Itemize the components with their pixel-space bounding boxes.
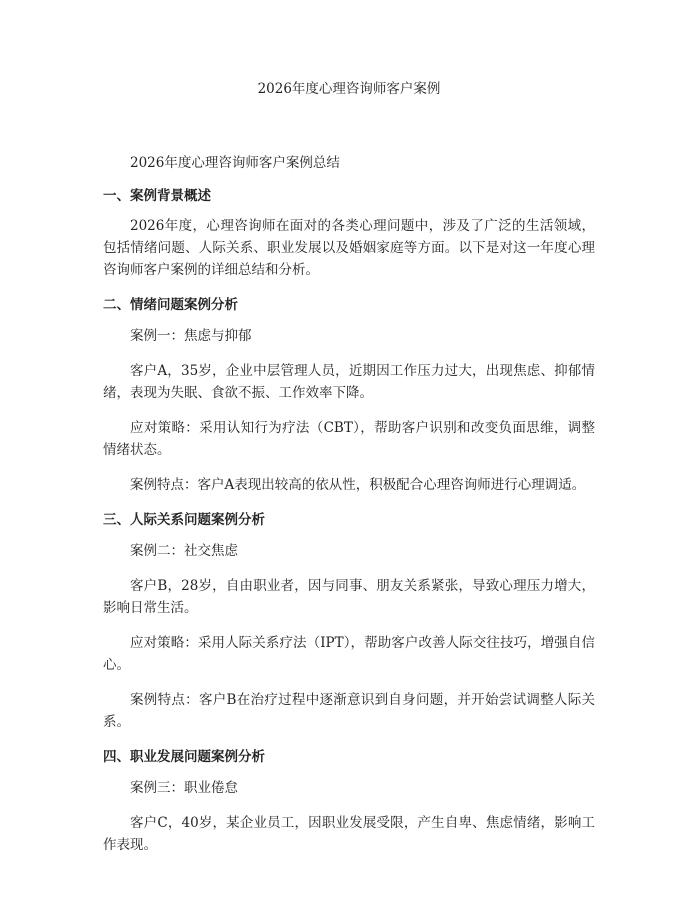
case-features-1: 案例特点：客户A表现出较高的依从性，积极配合心理咨询师进行心理调适。 bbox=[130, 477, 586, 493]
section-heading-background: 一、案例背景概述 bbox=[103, 188, 211, 204]
document-subtitle: 2026年度心理咨询师客户案例总结 bbox=[130, 155, 340, 171]
section-heading-emotional: 二、情绪问题案例分析 bbox=[103, 297, 238, 313]
document-title: 2026年度心理咨询师客户案例 bbox=[257, 81, 441, 97]
section-heading-career: 四、职业发展问题案例分析 bbox=[103, 749, 265, 765]
case-features-2: 案例特点：客户B在治疗过程中逐渐意识到自身问题，并开始尝试调整人际关系。 bbox=[103, 692, 595, 730]
case-title-3: 案例三：职业倦怠 bbox=[130, 780, 238, 796]
case-strategy-1: 应对策略：采用认知行为疗法（CBT），帮助客户识别和改变负面思维，调整情绪状态。 bbox=[103, 420, 595, 458]
case-title-1: 案例一：焦虑与抑郁 bbox=[130, 328, 252, 344]
paragraph-background: 2026年度，心理咨询师在面对的各类心理问题中，涉及了广泛的生活领域，包括情绪问题、人际关系、职业发展以及婚姻家庭等方面。以下是对这一年度心理咨询师客户案例的详细总结和分析。 bbox=[103, 218, 595, 278]
case-description-2: 客户B，28岁，自由职业者，因与同事、朋友关系紧张，导致心理压力增大，影响日常生活。 bbox=[103, 578, 595, 616]
section-heading-interpersonal: 三、人际关系问题案例分析 bbox=[103, 512, 265, 528]
case-description-1: 客户A，35岁，企业中层管理人员，近期因工作压力过大，出现焦虑、抑郁情绪，表现为失眠、食欲不振、工作效率下降。 bbox=[103, 363, 595, 401]
case-strategy-2: 应对策略：采用人际关系疗法（IPT），帮助客户改善人际交往技巧，增强自信心。 bbox=[103, 635, 595, 673]
case-title-2: 案例二：社交焦虑 bbox=[130, 543, 238, 559]
case-description-3: 客户C，40岁，某企业员工，因职业发展受限，产生自卑、焦虑情绪，影响工作表现。 bbox=[103, 815, 595, 853]
